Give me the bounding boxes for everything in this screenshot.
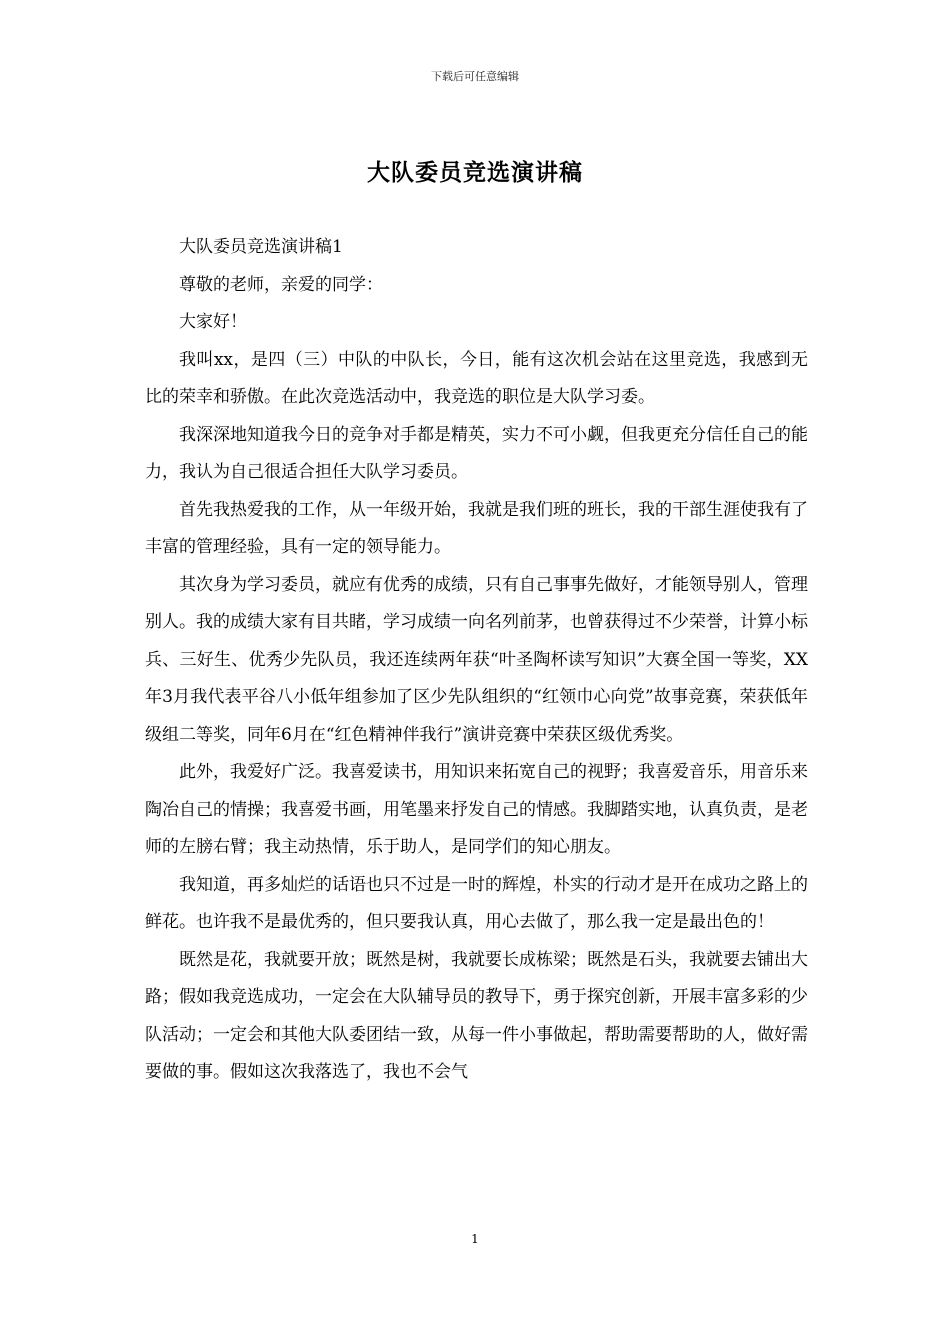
document-body <box>145 229 808 1092</box>
paragraph: 此外，我爱好广泛。我喜爱读书，用知识来拓宽自己的视野；我喜爱音乐，用音乐来陶冶自己的情操；我喜爱书画，用笔墨来抒发自己的情感。我脚踏实地，认真负责，是老师的左膀右臂；我主动热情，乐于助人，是同学们的知心朋友。 <box>145 762 808 857</box>
document-title: 大队委员竞选演讲稿 <box>367 159 583 186</box>
paragraph: 大家好！ <box>179 312 247 332</box>
paragraph: 我叫xx，是四（三）中队的中队长，今日，能有这次机会站在这里竞选，我感到无比的荣幸和骄傲。在此次竞选活动中，我竞选的职位是大队学习委。 <box>145 349 808 407</box>
paragraph: 我知道，再多灿烂的话语也只不过是一时的辉煌，朴实的行动才是开在成功之路上的鲜花。也许我不是最优秀的，但只要我认真，用心去做了，那么我一定是最出色的！ <box>145 874 808 932</box>
paragraph: 大队委员竞选演讲稿1 <box>179 237 343 257</box>
paragraph: 首先我热爱我的工作，从一年级开始，我就是我们班的班长，我的干部生涯使我有了丰富的管理经验，具有一定的领导能力。 <box>145 499 808 557</box>
page-number: 1 <box>471 1232 479 1246</box>
paragraph: 尊敬的老师，亲爱的同学： <box>179 274 383 295</box>
paragraph: 我深深地知道我今日的竞争对手都是精英，实力不可小觑，但我更充分信任自己的能力，我认为自己很适合担任大队学习委员。 <box>145 424 808 482</box>
paragraph: 既然是花，我就要开放；既然是树，我就要长成栋梁；既然是石头，我就要去铺出大路；假如我竞选成功，一定会在大队辅导员的教导下，勇于探究创新，开展丰富多彩的少队活动；一定会和其他大队委团结一致，从每一件小事做起，帮助需要帮助的人，做好需要做的事。假如这次我落选了，我也不会气 <box>145 949 808 1082</box>
paragraph: 其次身为学习委员，就应有优秀的成绩，只有自己事事先做好，才能领导别人，管理别人。我的成绩大家有目共睹，学习成绩一向名列前茅，也曾获得过不少荣誉，计算小标兵、三好生、优秀少先队员，我还连续两年获“叶圣陶杯读写知识”大赛全国一等奖，XX年3月我代表平谷八小低年组参加了区少先队组织的“红领巾心向党”故事竞赛，荣获低年级组二等奖，同年6月在“红色精神伴我行”演讲竞赛中荣获区级优秀奖。 <box>145 574 808 745</box>
header-note: 下载后可任意编辑 <box>431 70 519 83</box>
